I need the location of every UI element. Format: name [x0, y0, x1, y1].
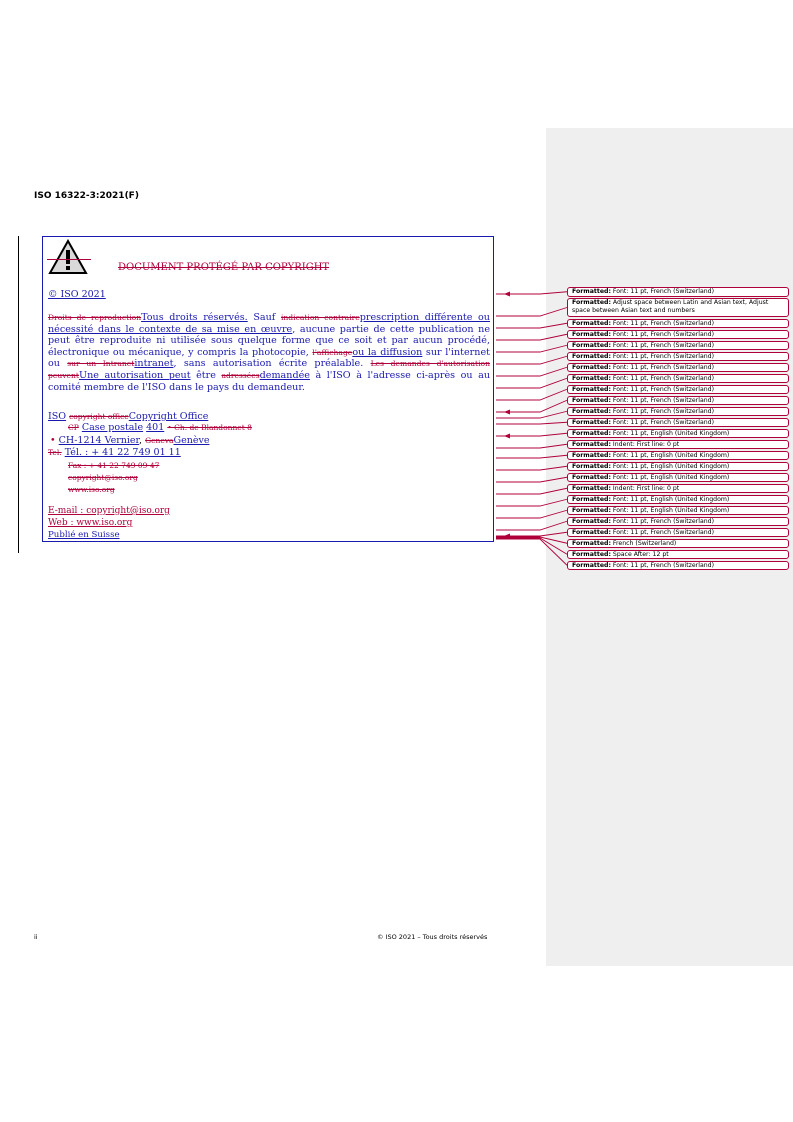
deleted-text: indication contraire: [280, 313, 360, 322]
comment-text: Font: 11 pt, French (Switzerland): [612, 288, 714, 295]
address-line-1: [48, 411, 208, 422]
comment-balloon[interactable]: [567, 330, 789, 340]
comment-balloon[interactable]: [567, 418, 789, 428]
web-line: Web : www.iso.org: [48, 518, 133, 528]
comment-text: Font: 11 pt, English (United Kingdom): [612, 473, 730, 481]
comment-label: Formatted:: [572, 407, 611, 415]
comment-balloons: [567, 287, 789, 572]
comment-label: Formatted:: [572, 451, 611, 459]
comment-label: Formatted:: [572, 396, 611, 404]
iso-name: ISO: [48, 411, 67, 422]
comment-balloon[interactable]: [567, 298, 789, 317]
paragraph-text: , aucune partie de cette publication ne peut être reproduite ni utilisée sous quelque forme que ce soit et par aucun procédé, électronique ou mécanique, y compris la photocopie,: [48, 323, 490, 358]
comment-text: Font: 11 pt, French (Switzerland): [612, 330, 714, 338]
comment-label: Formatted:: [572, 363, 611, 371]
comment-label: Formatted:: [572, 385, 611, 393]
comment-balloon[interactable]: [567, 451, 789, 461]
inserted-text: Case postale: [81, 422, 144, 433]
comment-balloon[interactable]: [567, 352, 789, 362]
paragraph-text: être: [190, 369, 222, 381]
comment-label: Formatted:: [572, 352, 611, 360]
page-number: ii: [34, 933, 38, 941]
comment-text: Font: 11 pt, French (Switzerland): [612, 517, 714, 525]
comment-balloon[interactable]: [567, 462, 789, 472]
comment-text: Font: 11 pt, French (Switzerland): [612, 418, 714, 426]
comment-balloon[interactable]: [567, 550, 789, 560]
bullet: •: [50, 435, 56, 446]
comment-balloon[interactable]: [567, 473, 789, 483]
paragraph-text: , sans autorisation écrite préalable.: [173, 358, 371, 370]
comment-text: Font: 11 pt, English (United Kingdom): [612, 429, 730, 437]
comment-text: Font: 11 pt, French (Switzerland): [612, 528, 714, 536]
deleted-text: copyright office: [69, 412, 129, 421]
comment-text: French (Switzerland): [612, 539, 677, 547]
deleted-text: adressées: [221, 370, 260, 380]
published-line: Publié en Suisse: [48, 530, 120, 540]
inserted-text: Une autorisation peut: [78, 369, 191, 381]
paragraph-text: à l'ISO à l'adresse ci-après ou au comité membre de l'ISO dans le pays du demandeur.: [48, 369, 490, 393]
comment-text: Font: 11 pt, English (United Kingdom): [612, 451, 730, 459]
inserted-text: Copyright Office: [128, 411, 209, 422]
comment-balloon[interactable]: [567, 484, 789, 494]
address-line-3: • CH-1214 Vernier, GenevaGenève: [50, 435, 210, 446]
comment-balloon[interactable]: [567, 374, 789, 384]
page-header: ISO 16322-3:2021(F): [34, 191, 139, 201]
comment-balloon[interactable]: [567, 517, 789, 527]
comment-label: Formatted:: [572, 473, 611, 481]
anchor-arrow: [504, 534, 510, 539]
comment-text: Font: 11 pt, French (Switzerland): [612, 561, 714, 569]
comment-balloon[interactable]: [567, 440, 789, 450]
rights-paragraph: [48, 312, 490, 393]
anchor-arrow: [504, 434, 510, 439]
comment-label: Formatted:: [572, 484, 611, 492]
comment-balloon[interactable]: [567, 319, 789, 329]
copyright-line: © ISO 2021: [48, 289, 106, 300]
comment-balloon[interactable]: [567, 506, 789, 516]
comment-text: Indent: First line: 0 pt: [612, 484, 680, 492]
inserted-text: intranet: [134, 358, 174, 370]
comment-label: Formatted:: [572, 299, 611, 306]
comment-text: Font: 11 pt, French (Switzerland): [612, 385, 714, 393]
comment-label: Formatted:: [572, 429, 611, 437]
comment-text: Font: 11 pt, French (Switzerland): [612, 396, 714, 404]
warning-strikethrough: [47, 259, 91, 260]
deleted-email: copyright@iso.org: [68, 473, 138, 482]
comment-label: Formatted:: [572, 440, 611, 448]
comment-text: Font: 11 pt, French (Switzerland): [612, 352, 714, 360]
comment-text: Font: 11 pt, French (Switzerland): [612, 363, 714, 371]
comment-label: Formatted:: [572, 517, 611, 525]
deleted-text: sur un Intranet: [67, 359, 135, 369]
comment-label: Formatted:: [572, 341, 611, 349]
city: CH-1214 Vernier: [58, 435, 140, 446]
comment-text: Font: 11 pt, French (Switzerland): [612, 319, 714, 327]
comment-balloon[interactable]: [567, 561, 789, 571]
comment-label: Formatted:: [572, 418, 611, 426]
comment-label: Formatted:: [572, 495, 611, 503]
comment-text: Font: 11 pt, French (Switzerland): [612, 407, 714, 415]
comment-label: Formatted:: [572, 462, 611, 470]
paragraph-text: sur l'internet ou: [48, 346, 490, 370]
comment-text: Font: 11 pt, English (United Kingdom): [612, 462, 730, 470]
comment-label: Formatted:: [572, 506, 611, 514]
deleted-text: Les demandes d'autorisation peuvent: [48, 359, 490, 380]
comment-text: Indent: First line: 0 pt: [612, 440, 680, 448]
deleted-web: www.iso.org: [68, 485, 115, 494]
comment-label: Formatted:: [572, 550, 611, 558]
comment-label: Formatted:: [572, 288, 611, 295]
comment-text: Font: 11 pt, English (United Kingdom): [612, 495, 730, 503]
comment-balloon[interactable]: [567, 396, 789, 406]
comment-text: Space After: 12 pt: [612, 550, 669, 558]
footer-rights: © ISO 2021 – Tous droits réservés: [377, 933, 488, 941]
comment-balloon[interactable]: [567, 407, 789, 417]
comment-balloon[interactable]: [567, 341, 789, 351]
comment-label: Formatted:: [572, 330, 611, 338]
inserted-text: Genève: [173, 435, 210, 446]
deleted-text: Geneva: [145, 436, 174, 445]
comment-balloon[interactable]: [567, 429, 789, 439]
comment-balloon[interactable]: [567, 495, 789, 505]
inserted-text: prescription différente ou nécessité dans le contexte de sa mise en œuvre: [48, 312, 490, 335]
comment-text: Font: 11 pt, French (Switzerland): [612, 341, 714, 349]
comment-label: Formatted:: [572, 561, 611, 569]
postal-box-number: 401: [146, 422, 165, 433]
address-line-2: [68, 422, 252, 433]
phone-line: [48, 447, 181, 458]
comment-text: Font: 11 pt, French (Switzerland): [612, 374, 714, 382]
comment-balloon[interactable]: [567, 528, 789, 538]
inserted-text: Tous droits réservés.: [141, 312, 248, 323]
deleted-text: Droits de reproduction: [48, 313, 142, 322]
deleted-text: CP: [68, 423, 79, 432]
fax-line: Fax : + 41 22 749 09 47: [68, 461, 160, 470]
deleted-text: Tel.: [48, 448, 62, 457]
inserted-text: ou la diffusion: [352, 346, 423, 358]
inserted-text: demandée: [259, 369, 310, 381]
anchor-arrow: [504, 292, 510, 297]
anchor-arrow: [504, 410, 510, 415]
change-bar: [18, 236, 19, 553]
comment-label: Formatted:: [572, 539, 611, 547]
deleted-text: l'affichage: [312, 347, 353, 357]
comment-label: Formatted:: [572, 528, 611, 536]
warning-icon: [48, 239, 88, 275]
comment-text: Adjust space between Latin and Asian text, Adjust space between Asian text and numbers: [572, 299, 769, 314]
comment-balloon[interactable]: [567, 363, 789, 373]
paragraph-text: Sauf: [247, 312, 281, 323]
comment-label: Formatted:: [572, 319, 611, 327]
notice-title: DOCUMENT PROTÉGÉ PAR COPYRIGHT: [118, 262, 330, 273]
deleted-text: • Ch. de Blandonnet 8: [167, 423, 252, 432]
comment-balloon[interactable]: [567, 287, 789, 297]
comment-text: Font: 11 pt, English (United Kingdom): [612, 506, 730, 514]
comment-balloon[interactable]: [567, 539, 789, 549]
comment-label: Formatted:: [572, 374, 611, 382]
comment-balloon[interactable]: [567, 385, 789, 395]
email-line: E-mail : copyright@iso.org: [48, 506, 170, 516]
phone-number: Tél. : + 41 22 749 01 11: [64, 447, 181, 458]
